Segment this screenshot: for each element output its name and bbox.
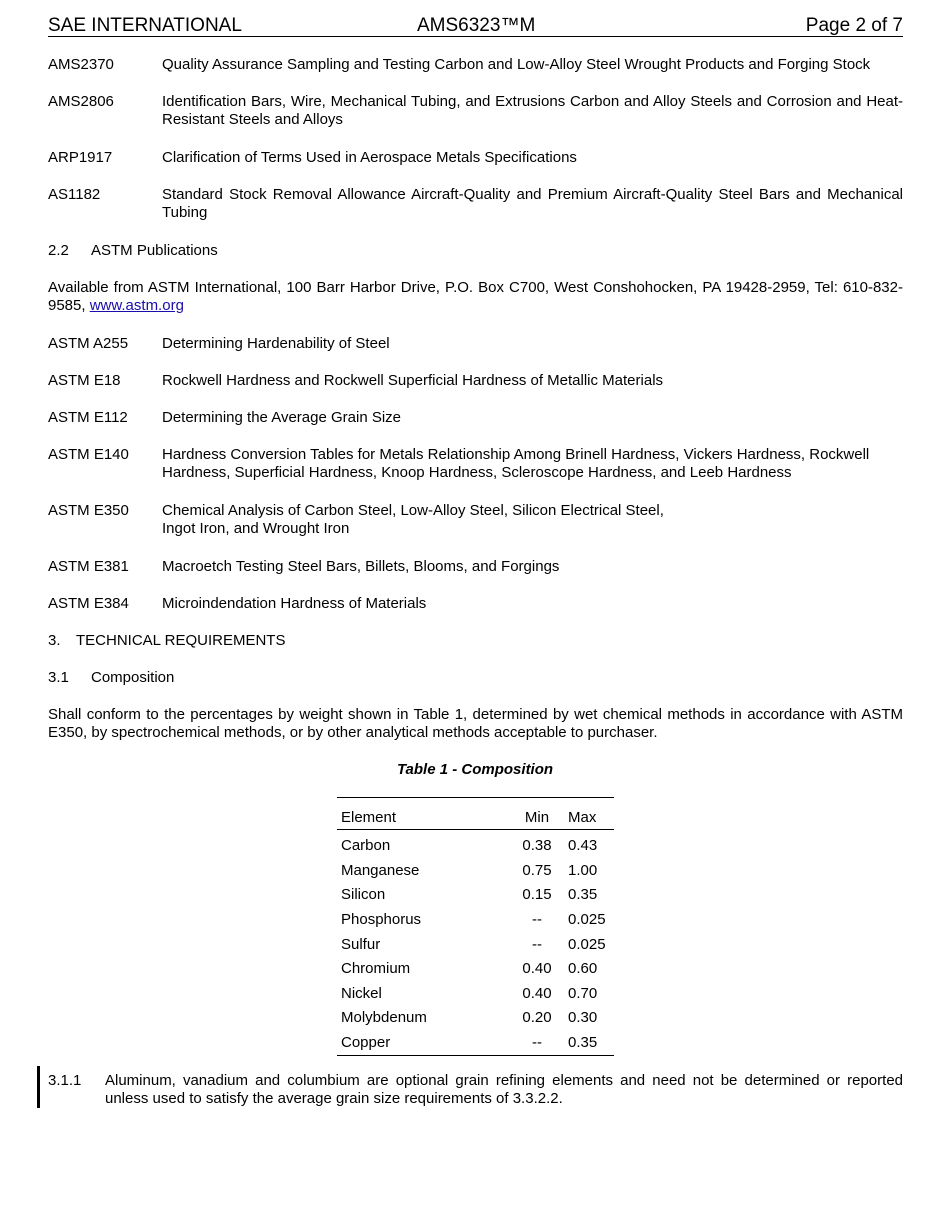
reference-title-line: Ingot Iron, and Wrought Iron xyxy=(162,520,350,537)
table-row xyxy=(337,982,614,1007)
min-cell: 0.40 xyxy=(522,984,552,1002)
max-cell: 1.00 xyxy=(568,861,598,879)
reference-title: Determining Hardenability of Steel xyxy=(162,335,390,352)
column-header-max: Max xyxy=(565,798,614,830)
reference-entry xyxy=(48,56,903,74)
reference-code: AS1182 xyxy=(48,186,101,203)
element-cell: Copper xyxy=(337,1031,509,1056)
header-page-number: Page 2 of 7 xyxy=(805,15,903,36)
reference-entry xyxy=(48,335,903,353)
table-row xyxy=(337,1031,614,1056)
section-heading-3 xyxy=(48,632,285,650)
reference-code: ARP1917 xyxy=(48,149,113,166)
composition-table xyxy=(337,797,614,1056)
astm-availability-paragraph xyxy=(48,279,903,315)
reference-title-line: Chemical Analysis of Carbon Steel, Low-Alloy Steel, Silicon Electrical Steel, xyxy=(162,502,664,519)
reference-entry xyxy=(48,558,903,576)
section-heading-2-2 xyxy=(48,242,218,260)
reference-title xyxy=(162,502,903,538)
element-cell: Silicon xyxy=(341,886,386,904)
element-cell: Nickel xyxy=(341,984,382,1002)
reference-code: ASTM A255 xyxy=(48,335,129,352)
max-cell: 0.43 xyxy=(568,837,598,855)
reference-code: ASTM E140 xyxy=(48,446,129,463)
element-cell: Sulfur xyxy=(341,935,381,953)
max-cell: 0.30 xyxy=(568,1009,598,1027)
reference-title: Rockwell Hardness and Rockwell Superficial Hardness of Metallic Materials xyxy=(162,372,664,389)
max-cell: 0.025 xyxy=(568,935,606,953)
reference-entry xyxy=(48,149,903,167)
min-cell: 0.38 xyxy=(522,837,552,855)
section-number: 3. xyxy=(48,632,61,649)
reference-code: AMS2370 xyxy=(48,56,114,73)
reference-title: Hardness Conversion Tables for Metals Relationship Among Brinell Hardness, Vickers Hardness, Rockwell Hardness, Superficial Hardness, Knoop Hardness, Scleroscope Hardness, and Leeb Hardness xyxy=(162,446,870,481)
element-cell: Phosphorus xyxy=(341,911,422,929)
element-cell: Chromium xyxy=(341,960,411,978)
column-header-element: Element xyxy=(337,798,509,830)
reference-code: AMS2806 xyxy=(48,93,114,110)
reference-title: Standard Stock Removal Allowance Aircraft-Quality and Premium Aircraft-Quality Steel Bars and Mechanical Tubing xyxy=(162,186,903,221)
reference-entry xyxy=(48,502,903,538)
reference-entry xyxy=(48,409,903,427)
element-cell: Carbon xyxy=(341,837,391,855)
table-header-row xyxy=(337,798,614,830)
max-cell: 0.35 xyxy=(565,1031,614,1056)
composition-paragraph: Shall conform to the percentages by weight shown in Table 1, determined by wet chemical methods in accordance with ASTM E350, by spectrochemical methods, or by other analytical methods acceptable to purchaser. xyxy=(48,706,903,741)
column-header-min: Min xyxy=(509,798,565,830)
reference-title: Determining the Average Grain Size xyxy=(162,409,402,426)
min-cell: -- xyxy=(509,1031,565,1056)
section-title: Composition xyxy=(91,669,175,686)
reference-entry xyxy=(48,372,903,390)
min-cell: 0.15 xyxy=(522,886,552,904)
availability-text: Available from ASTM International, 100 Barr Harbor Drive, P.O. Box C700, West Conshohocken, PA 19428-2959, Tel: 610-832-9585, xyxy=(48,279,903,314)
reference-title: Microindendation Hardness of Materials xyxy=(162,595,427,612)
subsection-text: Aluminum, vanadium and columbium are optional grain refining elements and need not be determined or reported unless used to satisfy the average grain size requirements of 3.3.2.2. xyxy=(105,1072,903,1107)
section-number: 3.1 xyxy=(48,669,69,686)
astm-website-link[interactable]: www.astm.org xyxy=(89,297,184,314)
section-heading-3-1 xyxy=(48,669,174,687)
reference-code: ASTM E112 xyxy=(48,409,128,426)
table-caption: Table 1 - Composition xyxy=(396,761,554,778)
reference-title: Macroetch Testing Steel Bars, Billets, Blooms, and Forgings xyxy=(162,558,560,575)
section-number: 2.2 xyxy=(48,242,69,259)
subsection-3-1-1 xyxy=(48,1072,903,1108)
max-cell: 0.025 xyxy=(568,911,606,929)
max-cell: 0.70 xyxy=(568,984,598,1002)
table-row xyxy=(337,908,614,933)
reference-code: ASTM E350 xyxy=(48,502,129,519)
table-row xyxy=(337,859,614,884)
reference-entry xyxy=(48,446,903,482)
reference-entry xyxy=(48,93,903,129)
header-organization: SAE INTERNATIONAL xyxy=(48,15,242,36)
table-row xyxy=(337,957,614,982)
reference-code: ASTM E384 xyxy=(48,595,129,612)
min-cell: -- xyxy=(532,911,542,929)
section-title: TECHNICAL REQUIREMENTS xyxy=(76,632,286,649)
min-cell: 0.40 xyxy=(522,960,552,978)
section-title: ASTM Publications xyxy=(91,242,218,259)
reference-title: Quality Assurance Sampling and Testing Carbon and Low-Alloy Steel Wrought Products and Forging Stock xyxy=(162,56,871,73)
reference-title: Identification Bars, Wire, Mechanical Tubing, and Extrusions Carbon and Alloy Steels and Corrosion and Heat-Resistant Steels and Alloys xyxy=(162,93,903,128)
header-document-id: AMS6323™M xyxy=(417,15,536,36)
element-cell: Molybdenum xyxy=(341,1009,427,1027)
element-cell: Manganese xyxy=(341,861,420,879)
reference-title: Clarification of Terms Used in Aerospace Metals Specifications xyxy=(162,149,577,166)
revision-change-bar xyxy=(37,1066,40,1108)
table-row xyxy=(337,830,614,859)
table-row xyxy=(337,932,614,957)
reference-code: ASTM E18 xyxy=(48,372,121,389)
reference-entry xyxy=(48,186,903,222)
max-cell: 0.35 xyxy=(568,886,598,904)
max-cell: 0.60 xyxy=(568,960,598,978)
reference-entry xyxy=(48,595,903,613)
min-cell: -- xyxy=(532,935,542,953)
table-row xyxy=(337,1006,614,1031)
min-cell: 0.20 xyxy=(522,1009,552,1027)
page-header xyxy=(48,16,903,37)
subsection-number: 3.1.1 xyxy=(48,1072,82,1089)
reference-code: ASTM E381 xyxy=(48,558,129,575)
table-row xyxy=(337,883,614,908)
min-cell: 0.75 xyxy=(522,861,552,879)
